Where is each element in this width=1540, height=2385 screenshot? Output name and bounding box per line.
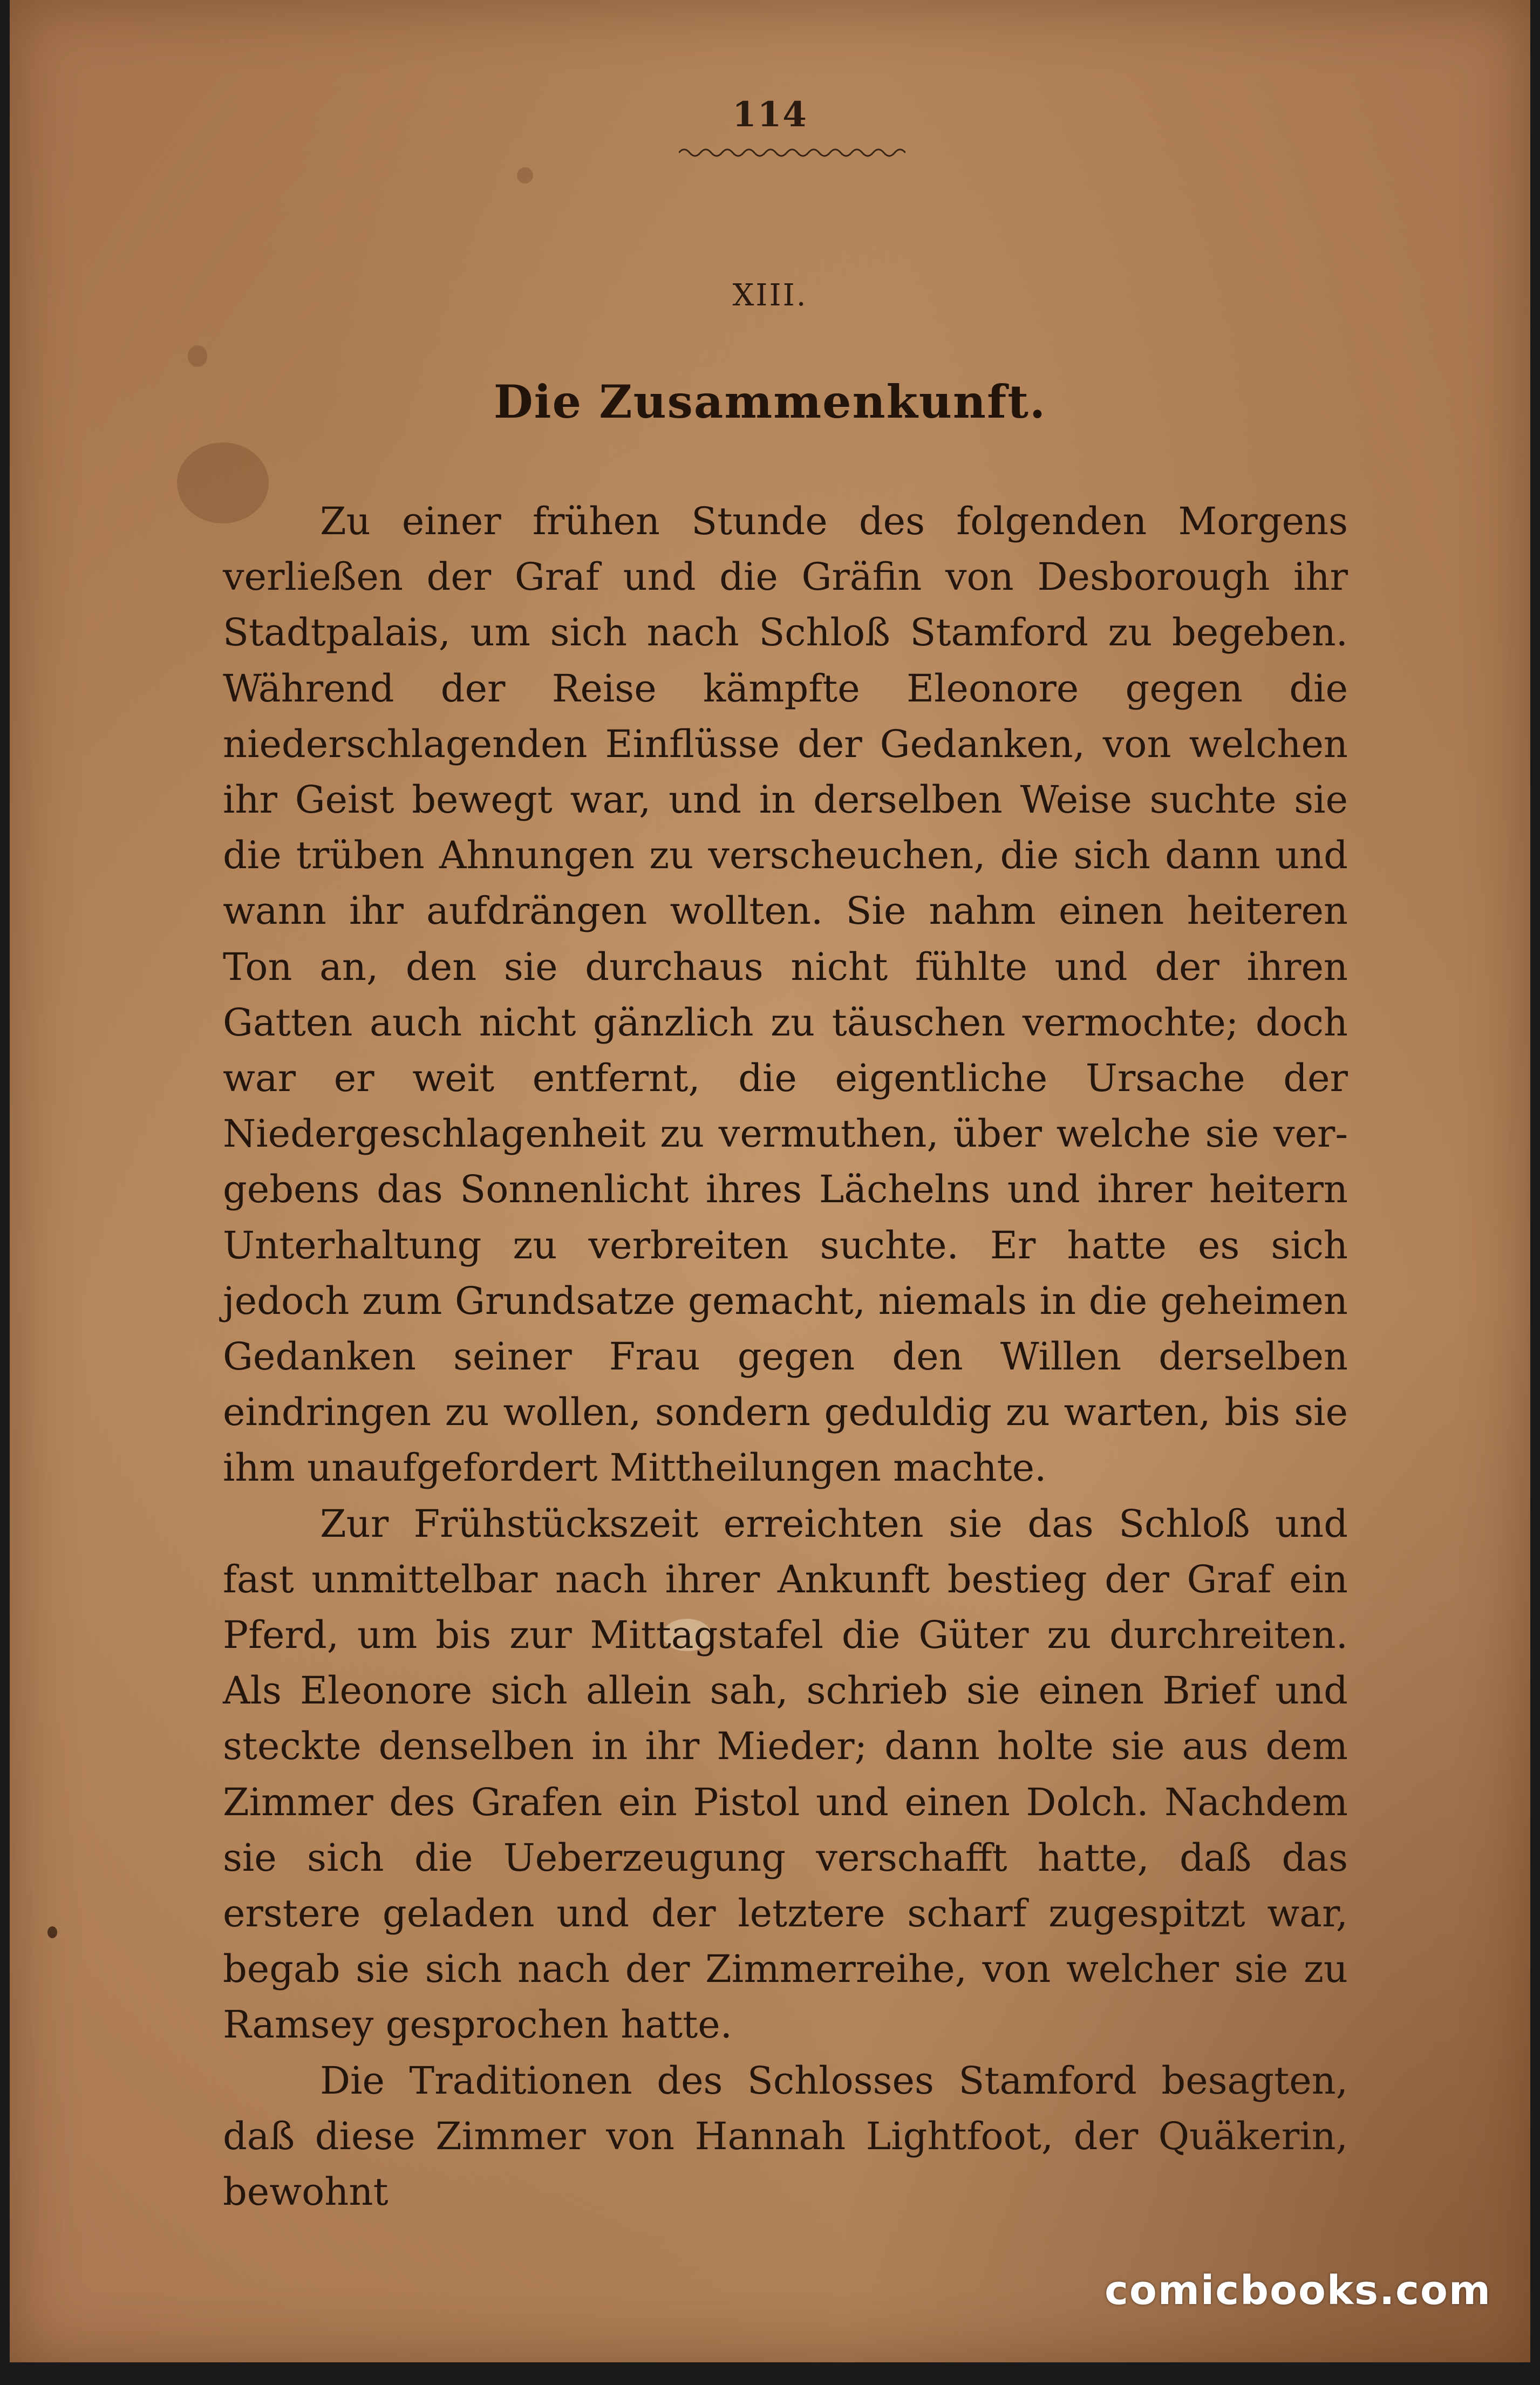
body-text (223, 494, 1348, 2220)
paper-stain (47, 1926, 57, 1938)
paper-stain (517, 167, 533, 183)
watermark: comicbooks.com (1105, 2267, 1491, 2314)
paragraph: Zur Frühstückszeit erreichten sie das Schloß und fast unmittelbar nach ihrer Ankunft bestieg der Graf ein Pferd, um bis zur Mittagstafel die Güter zu durchreiten. Als Eleonore sich allein sah, schrieb sie einen Brief und steckte denselben in ihr Mieder; dann holte sie aus dem Zimmer des Grafen ein Pistol und einen Dolch. Nachdem sie sich die Ueberzeugung verschafft hatte, daß das erstere geladen und der letztere scharf zugespitzt war, begab sie sich nach der Zimmerreihe, von welcher sie zu Ramsey gesprochen hatte. (223, 1501, 1348, 2047)
chapter-title: Die Zusammenkunft. (493, 375, 1047, 428)
paragraph: Zu einer frühen Stunde des folgenden Morgens verließen der Graf und die Gräfin von Desborough ihr Stadtpalais, um sich nach Schloß Stamford zu begeben. Während der Reise kämpfte Eleonore gegen die niederschlagenden Einflüsse der Gedanken, von welchen ihr Geist bewegt war, und in derselben Weise suchte sie die trüben Ahnungen zu verscheuchen, die sich dann und wann ihr aufdrängen wollten. Sie nahm einen heiteren Ton an, den sie durchaus nicht fühlte und der ihren Gatten auch nicht gänzlich zu täuschen vermochte; doch war er weit entfernt, die eigentliche Ursache der Niedergeschlagenheit zu vermuthen, über welche sie vergebens das Sonnenlicht ihres Lächelns und ihrer heitern Unterhaltung zu verbreiten suchte. Er hatte es sich jedoch zum Grundsatze gemacht, niemals in die geheimen Gedanken seiner Frau gegen den Willen derselben eindringen zu wollen, sondern geduldig zu warten, bis sie ihm unaufgefordert Mittheilungen machte. (223, 499, 1348, 1490)
ornament-divider (679, 145, 905, 161)
paragraph: Die Traditionen des Schlosses Stamford besagten, daß diese Zimmer von Hannah Lightfoot, der Quäkerin, bewohnt (223, 2058, 1348, 2214)
page-number: 114 (732, 94, 808, 135)
paper-stain (188, 345, 207, 367)
book-page (10, 0, 1530, 2362)
chapter-number: XIII. (732, 278, 808, 313)
